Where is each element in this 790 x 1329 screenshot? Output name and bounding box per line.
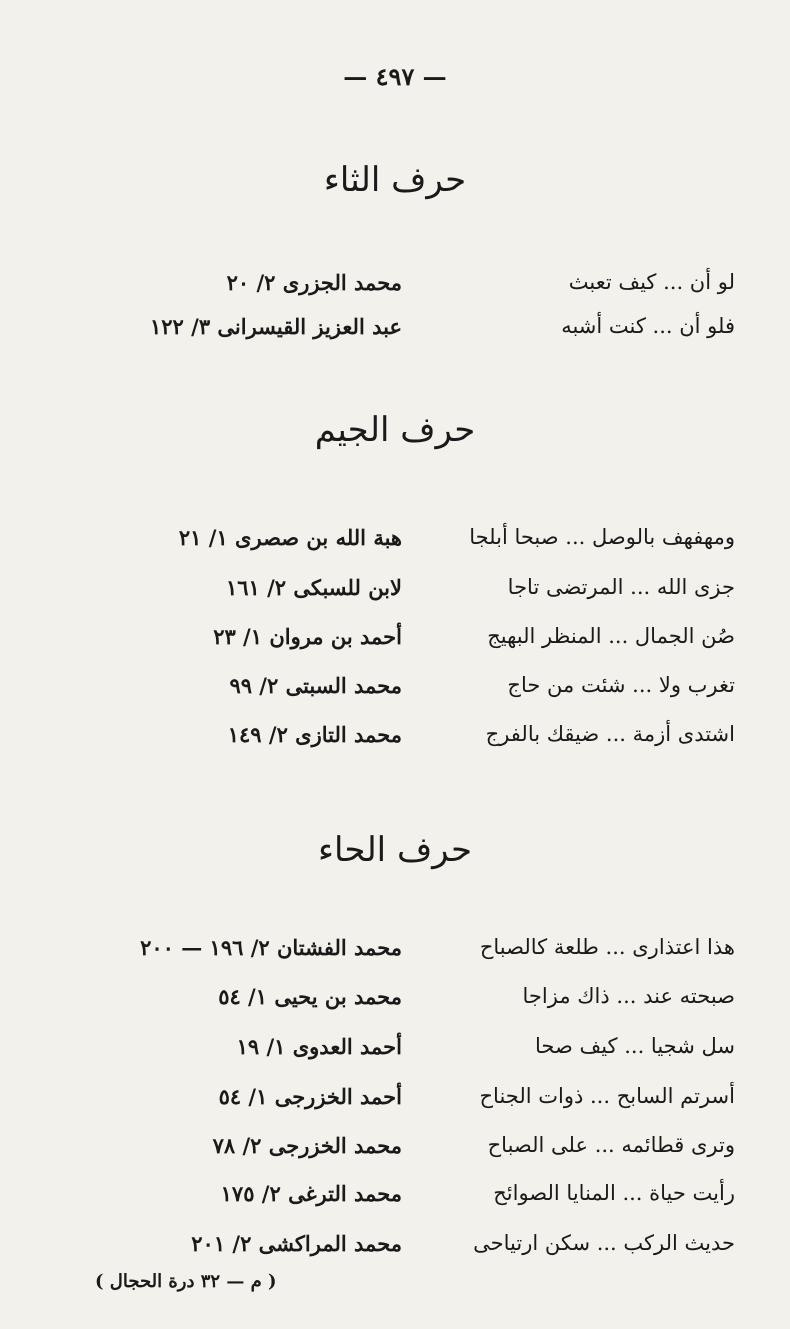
index-entry — [0, 722, 790, 762]
section-heading-jim: حرف الجيم — [314, 410, 476, 450]
index-entry — [0, 1034, 790, 1074]
poet-reference: محمد بن يحيى ١/ ٥٤ — [218, 984, 402, 1009]
poet-reference: عبد العزيز القيسرانى ٣/ ١٢٢ — [149, 314, 402, 339]
poet-reference: لابن للسبكى ٢/ ١٦١ — [225, 575, 402, 600]
index-entry — [0, 1231, 790, 1271]
index-entry — [0, 1181, 790, 1221]
poet-reference: محمد الترغى ٢/ ١٧٥ — [220, 1181, 402, 1206]
verse-incipit: ومهفهف بالوصل ... صبحا أبلجا — [469, 525, 735, 549]
index-entry — [0, 270, 790, 310]
poet-reference: محمد الجزرى ٢/ ٢٠ — [226, 270, 402, 295]
poet-reference: أحمد الخزرجى ١/ ٥٤ — [218, 1084, 402, 1109]
verse-incipit: لو أن ... كيف تعبث — [568, 270, 735, 294]
poet-reference: محمد السبتى ٢/ ٩٩ — [229, 673, 402, 698]
section-heading-ha: حرف الحاء — [318, 830, 472, 870]
index-entry — [0, 525, 790, 565]
verse-incipit: سل شجيا ... كيف صحا — [535, 1034, 735, 1058]
verse-incipit: وترى قطائمه ... على الصباح — [487, 1133, 735, 1157]
index-entry — [0, 984, 790, 1024]
index-entry — [0, 1084, 790, 1124]
verse-incipit: جزى الله ... المرتضى تاجا — [507, 575, 735, 599]
verse-incipit: اشتدى أزمة ... ضيقك بالفرج — [485, 722, 735, 746]
poet-reference: محمد الخزرجى ٢/ ٧٨ — [212, 1133, 402, 1158]
poet-reference: هبة الله بن صصرى ١/ ٢١ — [178, 525, 402, 550]
verse-incipit: تغرب ولا ... شئت من حاج — [507, 673, 735, 697]
section-heading-tha: حرف الثاء — [323, 160, 467, 200]
verse-incipit: حديث الركب ... سكن ارتياحى — [473, 1231, 735, 1255]
verse-incipit: صُن الجمال ... المنظر البهيج — [487, 624, 735, 648]
verse-incipit: صبحته عند ... ذاك مزاجا — [522, 984, 735, 1008]
verse-incipit: هذا اعتذارى ... طلعة كالصباح — [479, 935, 735, 959]
index-entry — [0, 1133, 790, 1173]
poet-reference: محمد التازى ٢/ ١٤٩ — [227, 722, 402, 747]
index-entry — [0, 575, 790, 615]
poet-reference: أحمد بن مروان ١/ ٢٣ — [213, 624, 402, 649]
poet-reference: أحمد العدوى ١/ ١٩ — [236, 1034, 402, 1059]
verse-incipit: رأيت حياة ... المنايا الصوائح — [493, 1181, 735, 1205]
verse-incipit: أسرتم السابح ... ذوات الجناح — [479, 1084, 735, 1108]
index-entry — [0, 314, 790, 354]
index-entry — [0, 935, 790, 975]
verse-incipit: فلو أن ... كنت أشبه — [561, 314, 735, 338]
poet-reference: محمد الفشتان ٢/ ١٩٦ — ٢٠٠ — [140, 935, 402, 960]
index-entry — [0, 624, 790, 664]
poet-reference: محمد المراكشى ٢/ ٢٠١ — [191, 1231, 402, 1256]
page-number: — ٤٩٧ — — [343, 62, 447, 91]
signature-footer: ( م — ٣٢ درة الحجال ) — [95, 1271, 277, 1292]
index-entry — [0, 673, 790, 713]
